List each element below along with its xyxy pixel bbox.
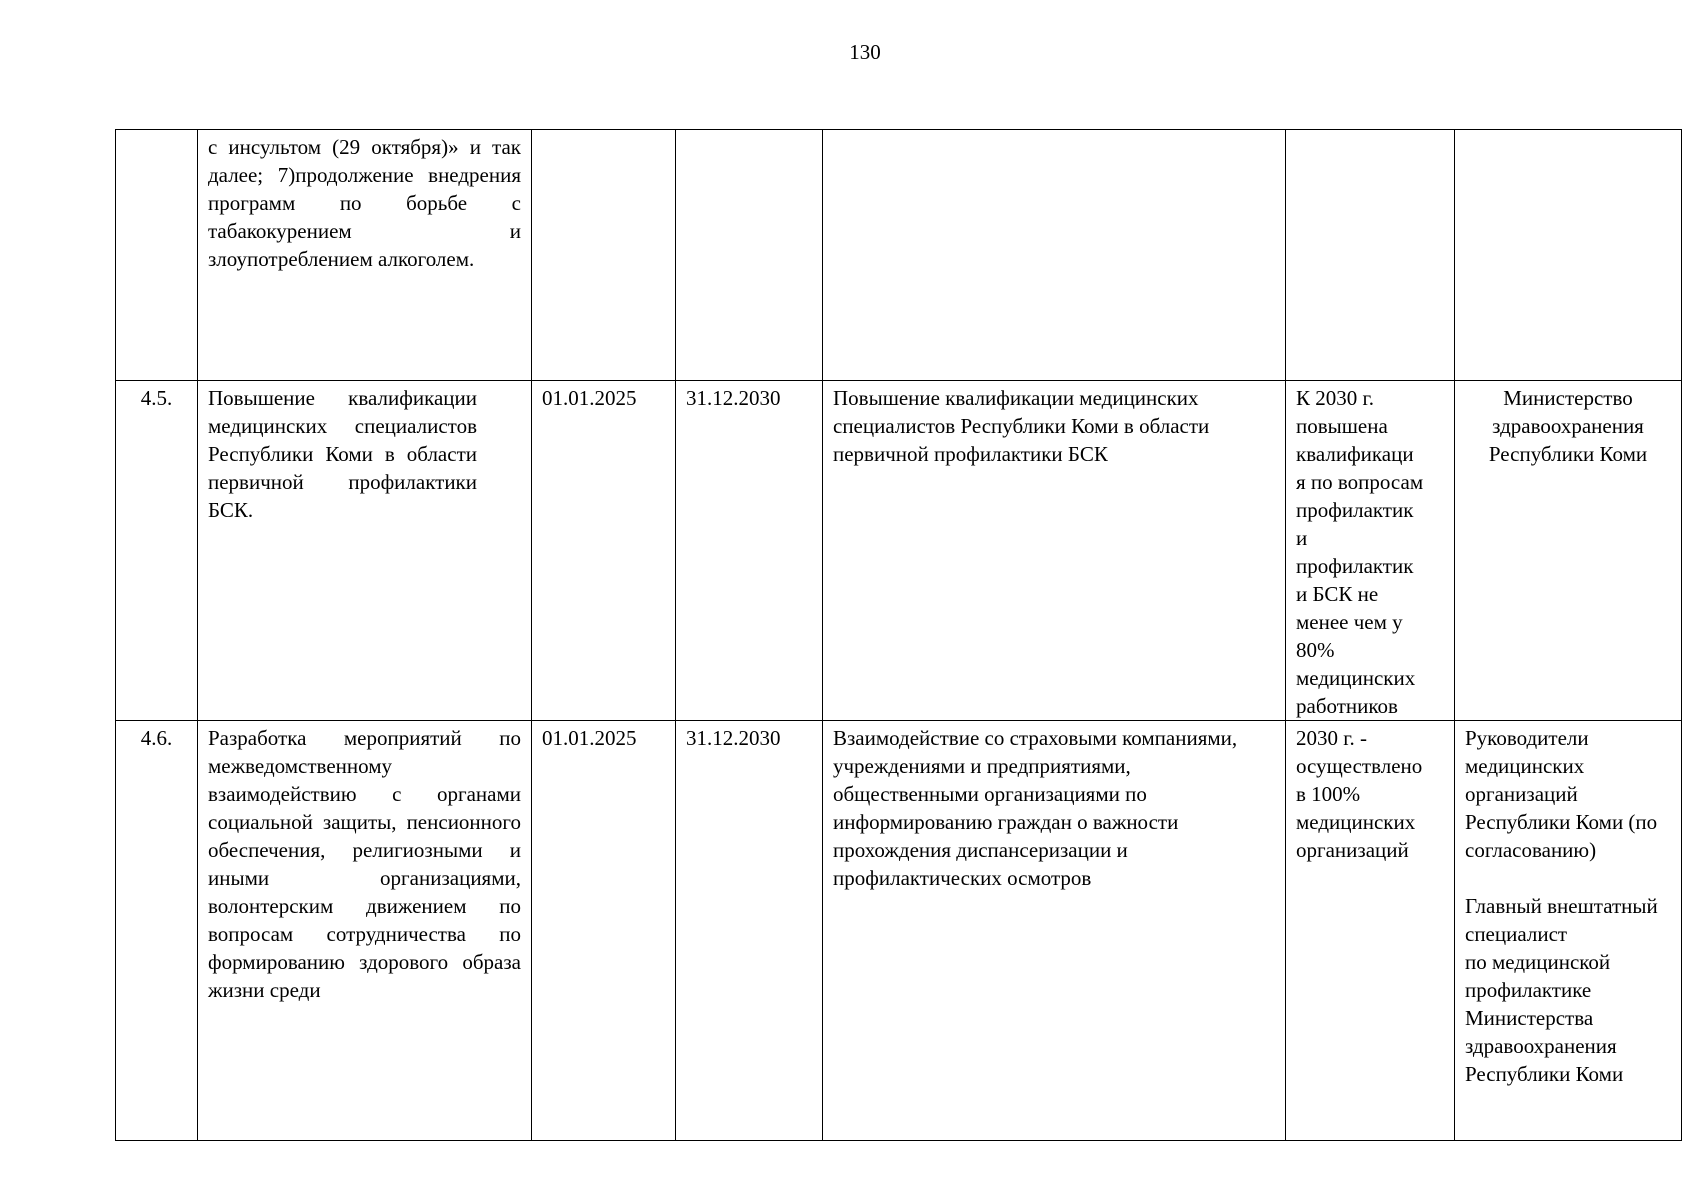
- row-number-cell: 4.6.: [116, 721, 198, 1141]
- table-row: [116, 130, 1682, 381]
- responsible-chief-specialist: Главный внештатный специалист по медицинской профилактике Министерства здравоохранения Республики Коми: [1465, 894, 1658, 1086]
- measure-name-cell: с инсультом (29 октября)» и так далее; 7)продолжение внедрения программ по борьбе с табакокурением и злоупотреблением алкоголем.: [198, 130, 532, 381]
- row-number-cell: 4.5.: [116, 381, 198, 721]
- table-row: [116, 721, 1682, 1141]
- description-cell: [823, 130, 1286, 381]
- end-date-cell: [676, 130, 823, 381]
- table-row: [116, 381, 1682, 721]
- end-date-cell: 31.12.2030: [676, 721, 823, 1141]
- description-cell: Взаимодействие со страховыми компаниями, учреждениями и предприятиями, общественными организациями по информированию граждан о важности прохождения диспансеризации и профилактических осмотров: [823, 721, 1286, 1141]
- result-cell: К 2030 г. повышена квалификаци я по вопросам профилактик и профилактик и БСК не менее чем у 80% медицинских работников: [1286, 381, 1455, 721]
- measures-table: [115, 129, 1682, 1141]
- responsible-cell: [1455, 130, 1682, 381]
- end-date-cell: 31.12.2030: [676, 381, 823, 721]
- result-cell: 2030 г. - осуществлено в 100% медицинских организаций: [1286, 721, 1455, 1141]
- description-cell: Повышение квалификации медицинских специалистов Республики Коми в области первичной профилактики БСК: [823, 381, 1286, 721]
- responsible-cell: Министерство здравоохранения Республики Коми: [1455, 381, 1682, 721]
- responsible-organizations: Руководители медицинских организаций Республики Коми (по согласованию): [1465, 726, 1658, 862]
- start-date-cell: [532, 130, 676, 381]
- page-number: 130: [849, 40, 881, 64]
- measure-name-cell: Повышение квалификации медицинских специалистов Республики Коми в области первичной профилактики БСК.: [198, 381, 532, 721]
- row-number-cell: [116, 130, 198, 381]
- start-date-cell: 01.01.2025: [532, 381, 676, 721]
- responsible-cell: [1455, 721, 1682, 1141]
- result-cell: [1286, 130, 1455, 381]
- start-date-cell: 01.01.2025: [532, 721, 676, 1141]
- measure-name-cell: Разработка мероприятий по межведомственному взаимодействию с органами социальной защиты, пенсионного обеспечения, религиозными и иными организациями, волонтерским движением по вопросам сотрудничества по формированию здорового образа жизни среди: [198, 721, 532, 1141]
